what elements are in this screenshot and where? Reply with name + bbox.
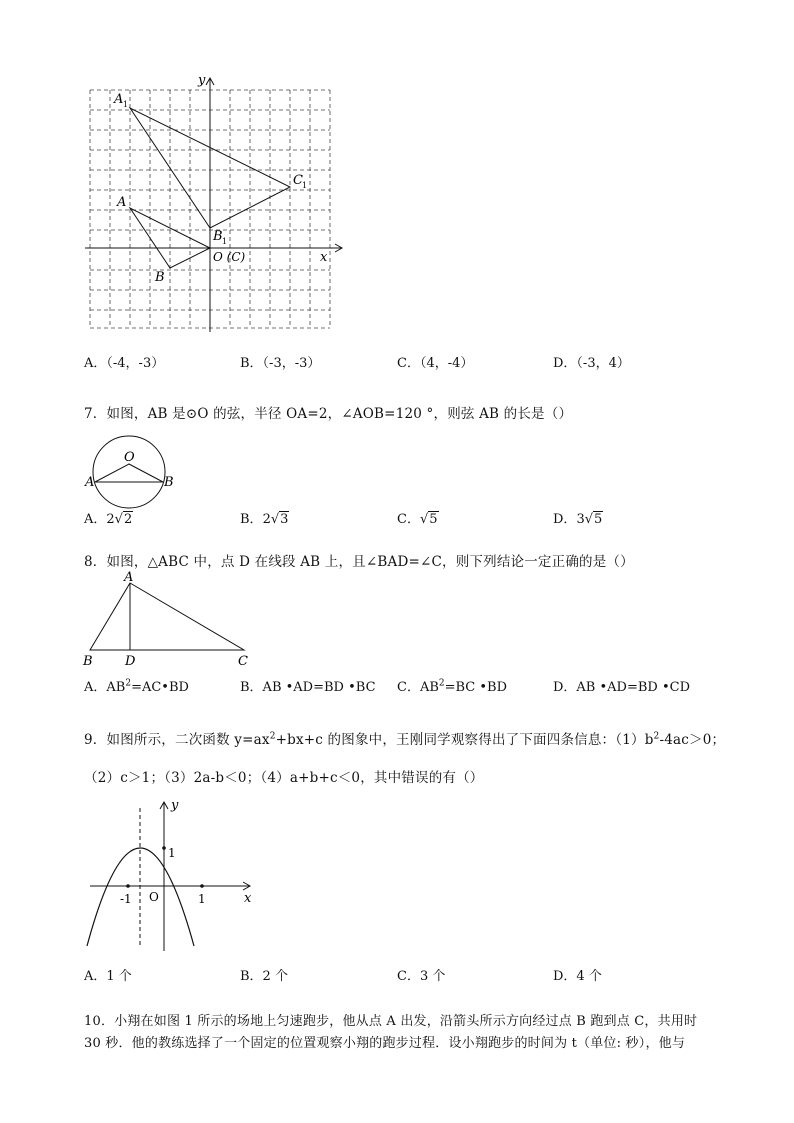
q6-option-c[interactable]: C．（4，-4） xyxy=(397,356,474,371)
q9-parabola-curve xyxy=(87,848,194,946)
q7-option-a-radicand: 2 xyxy=(123,512,133,527)
q8-option-a-post: =AC•BD xyxy=(131,680,189,695)
q8-label-d: D xyxy=(125,654,136,669)
sqrt-icon: √5 xyxy=(584,512,603,527)
q6-label-b: B xyxy=(155,270,165,285)
q7-option-b[interactable] xyxy=(240,508,289,527)
q9-line1-b: +bx+c 的图象中，王刚同学观察得出了下面四条信息：（1）b xyxy=(275,732,654,748)
q7-label-b: B xyxy=(164,475,174,490)
q9-option-b[interactable]: B．2 个 xyxy=(240,969,288,984)
q8-option-d-pre: D．AB •AD=BD •CD xyxy=(553,680,691,695)
q8-option-c[interactable] xyxy=(397,676,507,695)
q6-option-d[interactable]: D．（-3，4） xyxy=(553,356,630,371)
q7-option-a-prefix: A． xyxy=(84,512,107,527)
q9-label-o: O xyxy=(149,890,159,904)
q9-label-neg1: -1 xyxy=(120,892,132,906)
q7-option-d-prefix: D． xyxy=(553,512,577,527)
q8-option-a[interactable] xyxy=(84,676,189,695)
q9-line1-sup1: 2 xyxy=(269,731,276,742)
q9-option-d[interactable]: D．4 个 xyxy=(553,969,602,984)
q7-option-c[interactable] xyxy=(397,508,439,527)
q8-option-a-pre: A．AB xyxy=(84,680,126,695)
q8-option-a-sup: 2 xyxy=(125,678,132,689)
q8-option-c-sup: 2 xyxy=(438,678,445,689)
q8-label-c: C xyxy=(238,654,248,669)
q6-label-c1-sub: 1 xyxy=(302,181,308,190)
q6-label-o: O (C) xyxy=(213,250,246,264)
q7-option-c-radicand: 5 xyxy=(429,512,438,527)
q6-label-y: y xyxy=(198,73,206,88)
q6-label-x: x xyxy=(320,250,328,265)
q7-label-a: A xyxy=(85,475,95,490)
q7-option-c-prefix: C． xyxy=(397,512,420,527)
q7-label-o: O xyxy=(124,450,135,465)
sqrt-icon: √3 xyxy=(270,512,289,527)
q8-label-a: A xyxy=(124,570,134,585)
q7-option-b-prefix: B． xyxy=(240,512,263,527)
q8-stem: 8．如图，△ABC 中，点 D 在线段 AB 上，且∠BAD=∠C，则下列结论一定正确的是（） xyxy=(84,554,634,570)
q6-label-b1-sub: 1 xyxy=(222,237,228,246)
q6-label-b1: B xyxy=(213,229,223,244)
q9-line1-sup2: 2 xyxy=(653,731,660,742)
q7-option-d-coef: 3 xyxy=(576,512,585,527)
q9-option-c[interactable]: C．3 个 xyxy=(397,969,446,984)
q7-option-d[interactable] xyxy=(553,508,603,527)
q6-label-a: A xyxy=(117,195,127,210)
q9-stem-line1 xyxy=(84,728,725,748)
q6-option-b[interactable]: B．（-3，-3） xyxy=(240,356,321,371)
q9-label-one-y: 1 xyxy=(168,846,176,860)
sqrt-icon: √2 xyxy=(114,512,133,527)
q6-label-a1-sub: 1 xyxy=(123,100,129,109)
q8-option-b-pre: B．AB •AD=BD •BC xyxy=(240,680,376,695)
q7-option-b-coef: 2 xyxy=(262,512,271,527)
q9-stem-line2: （2）c＞1；（3）2a-b＜0；（4）a+b+c＜0，其中错误的有（） xyxy=(84,770,484,786)
q10-stem-line1: 10．小翔在如图 1 所示的场地上匀速跑步，他从点 A 出发，沿箭头所示方向经过点 B 跑到点 C，共用时 xyxy=(84,1014,698,1029)
q9-line1-c: -4ac＞0； xyxy=(659,732,726,748)
q10-stem-line2: 30 秒．他的教练选择了一个固定的位置观察小翔的跑步过程．设小翔跑步的时间为 t（单位: 秒），他与 xyxy=(84,1036,686,1051)
q7-option-a-coef: 2 xyxy=(106,512,115,527)
q9-line1-a: 9．如图所示，二次函数 y=ax xyxy=(84,732,270,748)
q9-label-y: y xyxy=(171,798,179,813)
q8-option-d[interactable] xyxy=(553,676,690,695)
q7-circle-figure xyxy=(82,434,182,510)
q6-option-a[interactable]: A．（-4，-3） xyxy=(84,356,165,371)
q8-label-b: B xyxy=(83,654,93,669)
q7-option-a[interactable] xyxy=(84,508,133,527)
q8-option-c-pre: C．AB xyxy=(397,680,439,695)
q6-label-c1: C xyxy=(293,173,303,188)
q8-triangle-figure xyxy=(80,570,260,670)
q9-label-x: x xyxy=(244,891,252,906)
q6-coordinate-figure xyxy=(80,70,350,335)
q9-label-one-x: 1 xyxy=(198,892,206,906)
q6-label-a1: A xyxy=(114,92,124,107)
q7-option-b-radicand: 3 xyxy=(280,512,289,527)
q9-option-a[interactable]: A．1 个 xyxy=(84,969,132,984)
q8-option-c-post: =BC •BD xyxy=(444,680,508,695)
q8-option-b[interactable] xyxy=(240,676,376,695)
q7-option-d-radicand: 5 xyxy=(594,512,603,527)
q9-parabola-figure xyxy=(82,796,262,956)
q7-stem: 7．如图，AB 是⊙O 的弦，半径 OA=2，∠AOB=120 °，则弦 AB 的长是（） xyxy=(84,406,573,422)
sqrt-icon: √5 xyxy=(419,512,438,527)
